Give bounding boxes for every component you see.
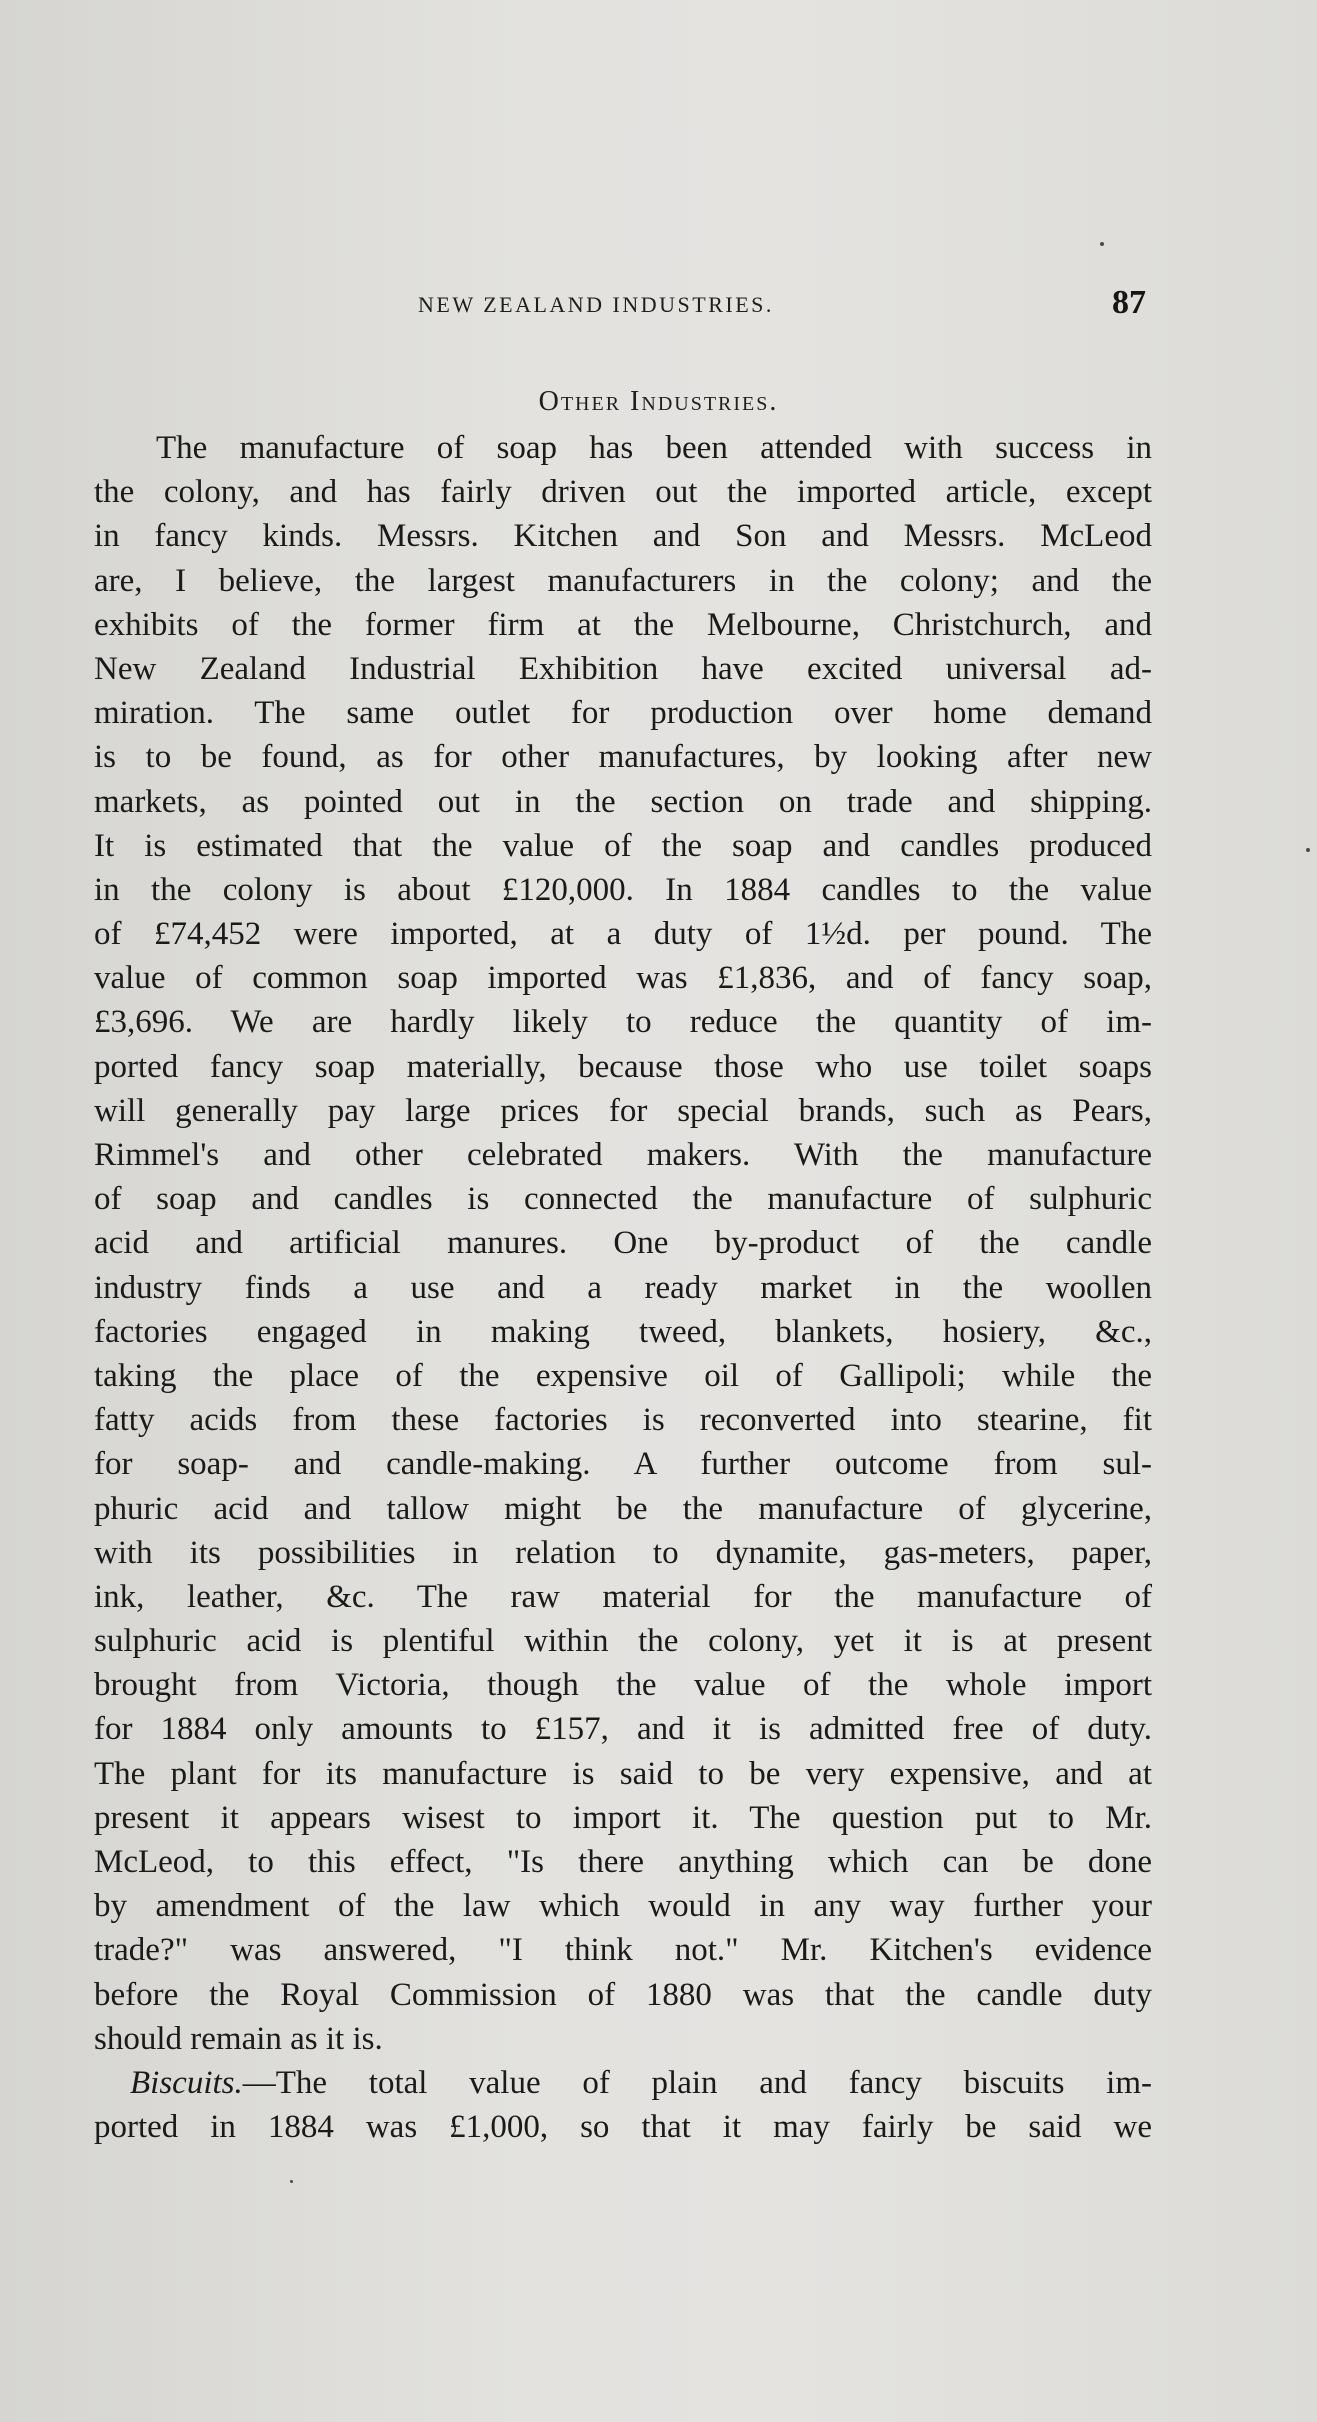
body-text (94, 426, 1152, 2149)
text-line: before the Royal Commission of 1880 was that the candle duty (94, 1976, 1152, 2013)
biscuits-heading: Biscuits. (130, 2064, 243, 2101)
text-line: are, I believe, the largest manufacturers in the colony; and the (94, 562, 1152, 599)
text-line: value of common soap imported was £1,836, and of fancy soap, (94, 960, 1152, 997)
text-line: New Zealand Industrial Exhibition have excited universal ad- (94, 650, 1152, 687)
text-line: The plant for its manufacture is said to be very expensive, and at (94, 1755, 1152, 1792)
text-line: miration. The same outlet for production over home demand (94, 695, 1152, 732)
text-line: for 1884 only amounts to £157, and it is admitted free of duty. (94, 1711, 1152, 1748)
text-line: trade?" was answered, "I think not." Mr. Kitchen's evidence (94, 1932, 1152, 1969)
text-line: It is estimated that the value of the soap and candles produced (94, 827, 1152, 864)
running-head: NEW ZEALAND INDUSTRIES. (418, 292, 774, 317)
text-line: £3,696. We are hardly likely to reduce the quantity of im- (94, 1004, 1152, 1041)
text-line: phuric acid and tallow might be the manufacture of glycerine, (94, 1490, 1152, 1527)
text-line: present it appears wisest to import it. The question put to Mr. (94, 1799, 1152, 1836)
text-line (94, 2061, 1152, 2105)
text-line: is to be found, as for other manufactures, by looking after new (94, 739, 1152, 776)
paragraph-biscuits (94, 2061, 1152, 2149)
text-line: by amendment of the law which would in any way further your (94, 1888, 1152, 1925)
text-line: the colony, and has fairly driven out the imported article, except (94, 474, 1152, 511)
paper-speck (1306, 848, 1310, 852)
paragraph-soap (94, 426, 1152, 2061)
text-line: should remain as it is. (94, 2020, 383, 2057)
text-line: acid and artificial manures. One by-product of the candle (94, 1225, 1152, 1262)
text-line: sulphuric acid is plentiful within the colony, yet it is at present (94, 1623, 1152, 1660)
text-line: ported fancy soap materially, because those who use toilet soaps (94, 1048, 1152, 1085)
text-line: factories engaged in making tweed, blankets, hosiery, &c., (94, 1313, 1152, 1350)
text-line: for soap- and candle-making. A further outcome from sul- (94, 1446, 1152, 1483)
text-line: fatty acids from these factories is reconverted into stearine, fit (94, 1402, 1152, 1439)
paper-speck (1100, 242, 1104, 246)
text-line: in fancy kinds. Messrs. Kitchen and Son and Messrs. McLeod (94, 518, 1152, 555)
text-line: brought from Victoria, though the value of the whole import (94, 1667, 1152, 1704)
text-line: of £74,452 were imported, at a duty of 1½d. per pound. The (94, 916, 1152, 953)
text-line: exhibits of the former firm at the Melbourne, Christchurch, and (94, 606, 1152, 643)
page-number: 87 (1112, 284, 1146, 321)
section-title: Other Industries. (538, 386, 779, 417)
text-line: ink, leather, &c. The raw material for the manufacture of (94, 1578, 1152, 1615)
text-line: with its possibilities in relation to dynamite, gas-meters, paper, (94, 1534, 1152, 1571)
text-line: McLeod, to this effect, "Is there anything which can be done (94, 1844, 1152, 1880)
text-line: Rimmel's and other celebrated makers. With the manufacture (94, 1137, 1152, 1173)
text-line: The manufacture of soap has been attended with success in (156, 430, 1152, 466)
text-line: of soap and candles is connected the manufacture of sulphuric (94, 1181, 1152, 1218)
text-line: industry finds a use and a ready market in the woollen (94, 1269, 1152, 1306)
biscuits-first-line: —The total value of plain and fancy biscuits im- (242, 2064, 1152, 2101)
text-line: taking the place of the expensive oil of Gallipoli; while the (94, 1357, 1152, 1394)
text-line: ported in 1884 was £1,000, so that it may fairly be said we (94, 2109, 1152, 2146)
text-line: will generally pay large prices for special brands, such as Pears, (94, 1092, 1152, 1129)
text-line: in the colony is about £120,000. In 1884 candles to the value (94, 871, 1152, 908)
text-line: markets, as pointed out in the section on trade and shipping. (94, 783, 1152, 820)
paper-speck (290, 2180, 293, 2183)
